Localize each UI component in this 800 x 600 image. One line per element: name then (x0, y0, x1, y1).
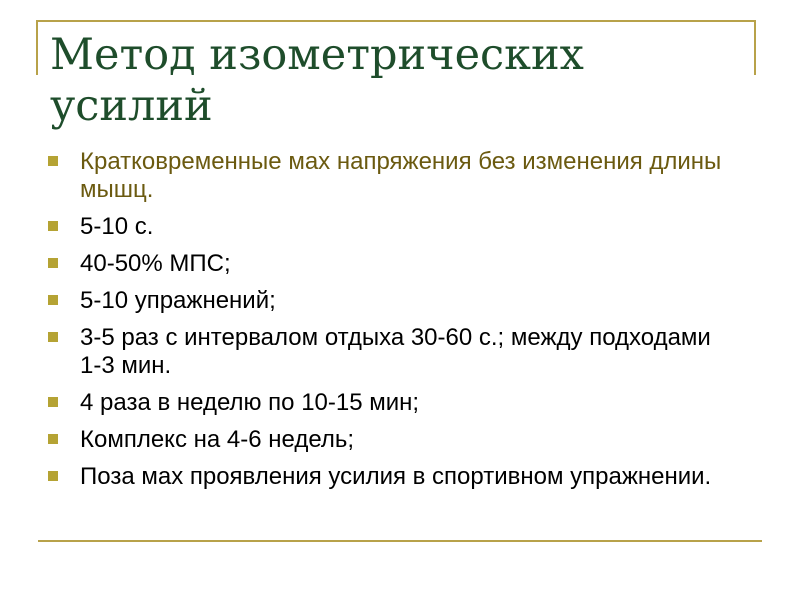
square-bullet-icon (48, 258, 58, 268)
square-bullet-icon (48, 471, 58, 481)
bullet-item (48, 213, 738, 241)
top-border-line (36, 20, 756, 22)
square-bullet-icon (48, 221, 58, 231)
bullet-list (48, 148, 738, 500)
bullet-item (48, 324, 738, 380)
right-border-line (754, 20, 756, 75)
bullet-item (48, 250, 738, 278)
bullet-text: 40-50% МПС; (80, 250, 231, 277)
bullet-item (48, 287, 738, 315)
bullet-text: Поза мах проявления усилия в спортивном упражнении. (80, 463, 712, 490)
bullet-item (48, 463, 738, 491)
bullet-text: 3-5 раз с интервалом отдыха 30-60 с.; между подходами 1-3 мин. (80, 324, 711, 379)
bullet-text: 5-10 упражнений; (80, 287, 276, 314)
square-bullet-icon (48, 295, 58, 305)
square-bullet-icon (48, 332, 58, 342)
bullet-text: 5-10 с. (80, 213, 154, 240)
bottom-border-line (38, 540, 762, 542)
left-border-line (36, 20, 38, 75)
bullet-item (48, 426, 738, 454)
bullet-item (48, 389, 738, 417)
square-bullet-icon (48, 397, 58, 407)
bullet-text: 4 раза в неделю по 10-15 мин; (80, 389, 420, 416)
slide-title: Метод изометрических усилий (50, 30, 584, 131)
bullet-text: Комплекс на 4-6 недель; (80, 426, 355, 453)
bullet-item (48, 148, 738, 204)
square-bullet-icon (48, 156, 58, 166)
bullet-text: Кратковременные мах напряжения без изменения длины мышц. (80, 148, 722, 203)
square-bullet-icon (48, 434, 58, 444)
